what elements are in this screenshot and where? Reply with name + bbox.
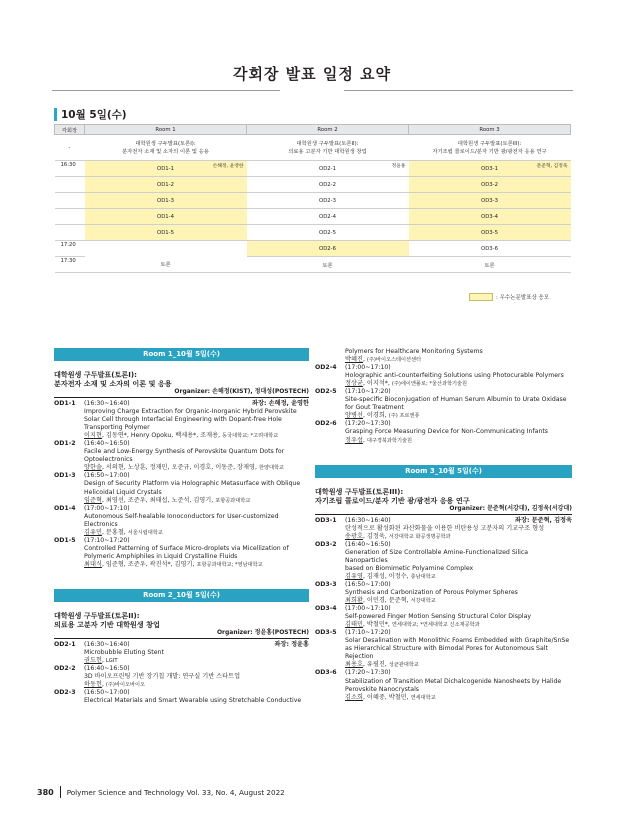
talk-entry xyxy=(315,581,572,605)
talk-title-line: Autonomous Self-healable Ionoconductors for User-customized xyxy=(84,512,279,520)
talk-title-line: Microbubble Eluting Stent xyxy=(84,649,164,657)
schedule-cell-text: OD2-5 xyxy=(319,229,336,236)
talk-entry xyxy=(315,517,572,541)
talk-title-line: 탄성적으로 활성화된 과산화물을 이용한 비탄용성 고분자의 기교구조 형성 xyxy=(345,524,545,532)
talk-time: (16:40~16:50) xyxy=(84,440,130,448)
schedule-chair-r1: 손해정, 윤영한 xyxy=(212,164,244,169)
schedule-cell-text: OD3-6 xyxy=(481,245,498,252)
talk-authors xyxy=(84,497,309,505)
talk-body xyxy=(345,669,572,701)
talk-code: OD2-6 xyxy=(315,420,337,428)
schedule-cell-r2 xyxy=(247,209,409,225)
talk-authors xyxy=(345,412,572,420)
room2-session-line2: 의료용 고분자 기반 대학원생 창업 xyxy=(54,619,160,629)
talk-authors xyxy=(345,380,572,388)
coauthors: , 김동연*, Henry Opoku, 백세용*, 조재용, xyxy=(101,432,223,440)
talk-time: (16:30~16:40) xyxy=(84,400,130,407)
coauthors: , 서의현, 노상훈, 정재민, 오준규, 이경호, 이동준, 장재영, xyxy=(101,464,259,472)
talk-code: OD2-3 xyxy=(54,689,76,697)
schedule-cell-text: OD2-1 xyxy=(319,165,336,172)
talk-entry xyxy=(54,689,309,705)
presenter-name: 박혜진 xyxy=(345,356,363,364)
talk-entry xyxy=(315,364,572,388)
talk-title-line: based on Biomimetic Polyamine Complex xyxy=(345,564,474,572)
room3-session-line1: 대학원생 구두발표(토론III): xyxy=(315,486,404,496)
talk-code: OD1-4 xyxy=(54,504,76,512)
talk-authors xyxy=(84,681,309,689)
affiliation: (주) 프로앤퓨 xyxy=(388,413,420,420)
page-footer xyxy=(37,786,285,798)
schedule-time: 17:30 xyxy=(55,257,85,273)
schedule-cell-text: OD3-4 xyxy=(481,213,498,220)
schedule-cell-r1 xyxy=(85,257,247,273)
talk-title-line: Improving Charge Extraction for Organic-Inorganic Hybrid Perovskite xyxy=(84,408,297,416)
talk-title-line: Solar Desalination with Monolithic Foams Embedded with Graphite/SnSe xyxy=(345,637,570,645)
talk-authors xyxy=(345,573,572,581)
talk-body xyxy=(345,541,572,581)
presenter-name: 최용호 xyxy=(345,661,363,669)
schedule-chair-r2: 정윤홍 xyxy=(391,164,406,169)
talk-time-line xyxy=(84,440,309,448)
talk-body xyxy=(84,665,309,689)
schedule-cell-r3 xyxy=(409,161,571,177)
talk-body xyxy=(84,537,309,569)
talk-body xyxy=(345,420,572,444)
talk-time: (17:10~17:20) xyxy=(84,536,130,544)
talk-title-line: Generation of Size Controllable Amine-Functionalized Silica Nanoparticles xyxy=(345,548,529,564)
talk-time: (17:20~17:30) xyxy=(345,420,391,428)
presenter-name: 송광호 xyxy=(345,532,363,540)
schedule-cell-text: OD1-1 xyxy=(157,165,174,172)
talk-entry-continued xyxy=(315,348,572,364)
presenter-name: 김태민 xyxy=(345,621,363,629)
schedule-cell-r3 xyxy=(409,209,571,225)
talk-entry xyxy=(54,641,309,665)
talk-authors xyxy=(84,561,309,569)
schedule-cell-r1 xyxy=(85,241,247,257)
talk-authors xyxy=(84,529,309,537)
schedule-cell-text: OD1-2 xyxy=(157,181,174,188)
talk-title-line: Site-specific Bioconjugation of Human Serum Albumin to Urate Oxidase xyxy=(345,396,567,404)
coauthors: , xyxy=(101,657,106,665)
legend-swatch xyxy=(469,293,493,301)
talk-time-line xyxy=(84,665,309,673)
talk-body xyxy=(84,505,309,537)
room2-bar: Room 2_10월 5일(수) xyxy=(54,589,309,602)
header-time: 각회장 xyxy=(55,125,85,135)
schedule-cell-r2 xyxy=(247,177,409,193)
coauthors: , 김정욱, xyxy=(362,532,389,540)
talk-time: (16:30~16:40) xyxy=(84,640,130,648)
talk-time-line xyxy=(84,472,309,480)
talk-body xyxy=(84,689,309,705)
room2-continuation xyxy=(315,348,572,364)
talk-authors xyxy=(345,533,572,541)
header-room3: Room 3 xyxy=(409,125,571,135)
talk-title-line: for Gout Treatment xyxy=(345,404,404,412)
legend xyxy=(469,293,549,301)
presenter-name: 김유영 xyxy=(345,572,363,580)
footer-separator xyxy=(60,786,61,798)
schedule-row xyxy=(55,161,571,177)
schedule-time xyxy=(55,225,85,241)
schedule-cell-r1 xyxy=(85,225,247,241)
room1-session-line1: 대학원생 구두발표(토론I): xyxy=(54,370,137,379)
room3-organizer: Organizer: 문준혁(서강대), 김정욱(서강대) xyxy=(315,505,572,515)
schedule-cell-r2 xyxy=(247,193,409,209)
coauthors: , 임준형, 조준우, 곽진석*, 김영기, xyxy=(101,560,197,568)
talk-body xyxy=(84,400,309,440)
presenter-name: 양한솔 xyxy=(84,464,102,472)
schedule-cell-text: OD3-3 xyxy=(481,197,498,204)
presenter-name: 정우섭 xyxy=(345,436,363,444)
page-number: 380 xyxy=(37,787,54,797)
schedule-row xyxy=(55,241,571,257)
schedule-cell-text: OD3-1 xyxy=(481,165,498,172)
schedule-cell-r1 xyxy=(85,193,247,209)
talk-time: (16:40~16:50) xyxy=(84,665,130,673)
room3-session-title: 대학원생 구두발표(토론III): 자기조립 콜로이드/분자 기반 광/광전자 응용 연구 xyxy=(409,135,571,161)
schedule-cell-r3 xyxy=(409,177,571,193)
schedule-cell-r3 xyxy=(409,225,571,241)
talk-code: OD2-4 xyxy=(315,364,337,372)
talk-entry xyxy=(54,440,309,472)
presenter-name: 최희환 xyxy=(345,597,363,605)
talk-time-line xyxy=(345,420,572,428)
talk-time-line xyxy=(345,364,572,372)
schedule-cell-r3 xyxy=(409,241,571,257)
room1-session-line2: 분자전자 소재 및 소자의 이론 및 응용 xyxy=(54,379,172,388)
talk-code: OD3-5 xyxy=(315,629,337,637)
left-column xyxy=(54,348,309,705)
affiliation: 연세대학교 xyxy=(410,694,436,701)
session-chair: 좌장: 손해정, 윤영한 xyxy=(252,400,309,407)
talk-code: OD1-2 xyxy=(54,440,76,448)
talk-time: (16:50~17:00) xyxy=(84,472,130,480)
talk-title-line: Grasping Force Measuring Device for Non-Communicating Infants xyxy=(345,428,549,436)
talk-title-line: Rejection xyxy=(345,653,374,661)
coauthors: , 문홍철, xyxy=(101,528,128,536)
talk-time-line xyxy=(84,641,309,649)
schedule-cell-text: OD2-3 xyxy=(319,197,336,204)
schedule-cell-r1 xyxy=(85,177,247,193)
talk-entry xyxy=(54,472,309,504)
date-heading-marker xyxy=(54,108,57,121)
presenter-name: 정상균 xyxy=(345,380,363,388)
talk-time: (17:10~17:20) xyxy=(345,388,391,396)
schedule-cell-text: OD2-2 xyxy=(319,181,336,188)
talk-time: (17:10~17:20) xyxy=(345,629,391,637)
talk-body xyxy=(84,440,309,472)
talk-code: OD1-3 xyxy=(54,472,76,480)
talk-title-line: Electrical Materials and Smart Wearable using Stretchable Conductive xyxy=(84,697,302,705)
talk-body xyxy=(345,348,572,364)
talk-entry xyxy=(315,541,572,581)
room2-talk-list-left xyxy=(54,641,309,705)
talk-authors xyxy=(345,356,572,364)
talk-code: OD2-5 xyxy=(315,388,337,396)
presenter-name: 김소희 xyxy=(345,693,363,701)
session-chair: 좌장: 정윤홍 xyxy=(274,640,309,648)
schedule-time xyxy=(55,177,85,193)
talk-authors xyxy=(345,661,572,669)
talk-entry xyxy=(315,388,572,420)
coauthors: , 최영선, 조준우, 최태섭, 노준석, 김영기, xyxy=(101,496,216,504)
talk-body xyxy=(84,641,309,665)
schedule-cell-text: 토론 xyxy=(160,262,171,269)
presenter-name: 양병선 xyxy=(345,412,363,420)
talk-entry xyxy=(54,505,309,537)
talk-body xyxy=(345,364,572,388)
talk-time: (16:40~16:50) xyxy=(345,540,391,548)
title-rule-left xyxy=(52,90,280,91)
talk-entry xyxy=(54,665,309,689)
talk-code: OD1-1 xyxy=(54,400,76,407)
talk-time-line xyxy=(345,669,572,677)
talk-body xyxy=(84,472,309,504)
room3-bar: Room 3_10월 5일(수) xyxy=(315,465,572,478)
talk-time: (16:50~17:00) xyxy=(84,689,130,697)
affiliation: 대구경북과학기술원 xyxy=(366,437,412,444)
affiliation: LGIT xyxy=(105,658,118,665)
coauthors: , 이경희, xyxy=(362,412,389,420)
talk-title-line: Self-powered Finger Motion Sensing Structural Color Display xyxy=(345,613,532,621)
room3-session-line2: 자기조립 콜로이드/분자 기반 광/광전자 응용 연구 xyxy=(315,495,470,505)
schedule-cell-text: 토론 xyxy=(322,262,333,269)
legend-text: : 우수논문발표상 응모 xyxy=(496,295,550,301)
affiliation: 서울시립대학교 xyxy=(127,529,163,536)
talk-code: OD1-5 xyxy=(54,536,76,544)
room1-session-title: 대학원생 구두발표(토론I): 분자전자 소재 및 소자의 이론 및 응용 xyxy=(85,135,247,161)
date-heading xyxy=(54,107,127,121)
presenter-name: 권도헌 xyxy=(84,657,102,665)
room1-bar: Room 1_10월 5일(수) xyxy=(54,348,309,361)
affiliation: 한양대학교 xyxy=(258,465,284,472)
talk-code: OD2-2 xyxy=(54,665,76,673)
talk-title-line: Solar Cell through Interfacial Engineering with Dopant-free Hole xyxy=(84,416,282,424)
schedule-row xyxy=(55,209,571,225)
talk-body xyxy=(345,517,572,541)
talk-time: (17:00~17:10) xyxy=(84,504,130,512)
talk-entry xyxy=(54,537,309,569)
talk-time-line xyxy=(345,541,572,549)
talk-entry xyxy=(315,629,572,669)
affiliation: 서강대학교 화공생명공학과 xyxy=(388,533,451,540)
talk-body xyxy=(345,605,572,629)
coauthors: , 김재성, 이정수, xyxy=(362,572,411,580)
talk-entry xyxy=(315,605,572,629)
schedule-time: 16:30 xyxy=(55,161,85,177)
room2-session-line1: 대학원생 구두발표(토론II): xyxy=(54,610,140,620)
right-column xyxy=(315,348,572,702)
schedule-time xyxy=(55,209,85,225)
talk-authors xyxy=(345,621,572,629)
talk-time-line xyxy=(345,629,572,637)
talk-time-line xyxy=(84,505,309,513)
coauthors: , 이지석*, xyxy=(362,380,392,388)
talk-body xyxy=(345,388,572,420)
talk-code: OD3-6 xyxy=(315,669,337,677)
schedule-cell-text: 토론 xyxy=(484,262,495,269)
coauthors: , 박철민*, xyxy=(362,621,392,629)
schedule-row xyxy=(55,225,571,241)
room-title-row xyxy=(55,135,571,161)
talk-time-line xyxy=(345,605,572,613)
affiliation: (주)바이오바이오 xyxy=(105,682,146,689)
talk-entry xyxy=(315,669,572,701)
talk-time: (16:30~16:40) xyxy=(345,516,391,524)
presenter-name: 김유민 xyxy=(84,528,102,536)
coauthors: , 이혜중, 박철민, xyxy=(362,693,411,701)
talk-title-line: Helicoidal Liquid Crystals xyxy=(84,488,162,496)
talk-authors xyxy=(345,597,572,605)
talk-time: (17:00~17:10) xyxy=(345,605,391,613)
schedule-cell-r2 xyxy=(247,225,409,241)
schedule-cell-r3 xyxy=(409,257,571,273)
schedule-cell-text: OD3-2 xyxy=(481,181,498,188)
presenter-name: 하동헌 xyxy=(84,681,102,689)
talk-entry xyxy=(315,420,572,444)
affiliation: 동국대학교; *고려대학교 xyxy=(222,433,279,440)
schedule-row xyxy=(55,257,571,273)
schedule-cell-text: OD1-3 xyxy=(157,197,174,204)
talk-title-line: Polymers for Healthcare Monitoring Systems xyxy=(345,348,483,355)
coauthors: , xyxy=(362,436,367,444)
talk-authors xyxy=(345,437,572,445)
talk-code: OD3-1 xyxy=(315,516,337,524)
schedule-table xyxy=(54,124,571,273)
schedule-cell-text: OD3-5 xyxy=(481,229,498,236)
talk-body xyxy=(345,581,572,605)
title-rule-right xyxy=(344,90,573,91)
talk-time: (16:50~17:00) xyxy=(345,580,391,588)
coauthors: , xyxy=(362,356,367,364)
room2-organizer: Organizer: 정윤홍(POSTECH) xyxy=(54,629,309,639)
talk-title-line: Stabilization of Transition Metal Dichalcogenide Nanosheets by Halide xyxy=(345,677,562,685)
schedule-cell-r3 xyxy=(409,193,571,209)
schedule-row xyxy=(55,193,571,209)
schedule-cell-r2 xyxy=(247,241,409,257)
talk-body xyxy=(345,629,572,669)
talk-title-line: Optoelectronics xyxy=(84,456,133,464)
room3-talk-list xyxy=(315,517,572,702)
journal-citation: Polymer Science and Technology Vol. 33, No. 4, August 2022 xyxy=(66,787,285,797)
coauthors: , 유필진, xyxy=(362,661,389,669)
schedule-time: 17:20 xyxy=(55,241,85,257)
talk-entry xyxy=(54,400,309,440)
schedule-cell-text: OD2-6 xyxy=(319,245,336,252)
session-chair: 좌장: 문준혁, 김정욱 xyxy=(515,516,572,524)
talk-time: (17:00~17:10) xyxy=(345,364,391,372)
page-title: 각회장 발표 일정 요약 xyxy=(232,65,392,83)
talk-code: OD3-2 xyxy=(315,540,337,548)
schedule-row xyxy=(55,177,571,193)
affiliation: 연세대학교; *연세대학교 신소재공학과 xyxy=(391,622,480,629)
talk-title-line: Design of Security Platform via Holographic Metasurface with Oblique xyxy=(84,480,301,488)
schedule-time xyxy=(55,193,85,209)
talk-title-line: Transporting Polymer xyxy=(84,424,150,432)
schedule-cell-r1 xyxy=(85,209,247,225)
talk-title-line: Synthesis and Carbonization of Porous Polymer Spheres xyxy=(345,588,518,596)
talk-authors xyxy=(84,432,309,440)
talk-time-line xyxy=(345,517,572,525)
talk-time-line xyxy=(84,537,309,545)
talk-code: OD2-1 xyxy=(54,640,76,648)
room2-talk-list-right xyxy=(315,364,572,444)
coauthors: , 이민경, 문준혁, xyxy=(362,597,411,605)
talk-code-spacer xyxy=(315,348,345,364)
presenter-name: 이지현 xyxy=(84,432,102,440)
coauthors: , xyxy=(101,681,106,689)
affiliation: 포항공과대학교; *영남대학교 xyxy=(196,561,263,568)
talk-title-line: Facile and Low-Energy Synthesis of Perovskite Quantum Dots for xyxy=(84,448,285,456)
date-heading-text: 10월 5일(수) xyxy=(61,108,127,121)
schedule-cell-r2 xyxy=(247,257,409,273)
talk-code: OD3-4 xyxy=(315,605,337,613)
talk-time: (17:20~17:30) xyxy=(345,669,391,677)
affiliation: 충남대학교 xyxy=(410,573,436,580)
schedule-cell-r1 xyxy=(85,161,247,177)
schedule-cell-r2 xyxy=(247,161,409,177)
room1-talk-list xyxy=(54,400,309,569)
room1-organizer: Organizer: 손해정(KIST), 정대성(POSTECH) xyxy=(54,388,309,398)
affiliation: 서강대학교 xyxy=(410,598,436,605)
room2-session-title: 대학원생 구두발표(토론II): 의료용 고분자 기반 대학원생 창업 xyxy=(247,135,409,161)
talk-time-line xyxy=(84,400,309,408)
talk-title-line: Polymeric Amphiphiles in Liquid Crystalline Fluids xyxy=(84,552,238,560)
presenter-name: 최대식 xyxy=(84,560,102,568)
schedule-chair-r3: 문준혁, 김정욱 xyxy=(536,164,568,169)
schedule-cell-text: OD2-4 xyxy=(319,213,336,220)
talk-title-line: as Hierarchical Structure with Bimodal Pores for Autonomous Salt xyxy=(345,645,548,653)
presenter-name: 임준혁 xyxy=(84,496,102,504)
talk-time-line xyxy=(84,689,309,697)
affiliation: 포항공과대학교 xyxy=(215,497,251,504)
affiliation: (주)바이오스테이션센터 xyxy=(366,357,422,364)
affiliation: 성균관대학교 xyxy=(388,662,419,669)
schedule-cell-text: OD1-4 xyxy=(157,213,174,220)
talk-time-line xyxy=(345,581,572,589)
talk-authors xyxy=(84,657,309,665)
room-title-time: - xyxy=(55,135,85,161)
talk-authors xyxy=(345,694,572,702)
talk-authors xyxy=(84,464,309,472)
header-room2: Room 2 xyxy=(247,125,409,135)
talk-title-line: Holographic anti-counterfeiting Solutions using Photocurable Polymers xyxy=(345,372,564,380)
talk-code: OD3-3 xyxy=(315,580,337,588)
talk-title-line: Controlled Patterning of Surface Micro-droplets via Micellization of xyxy=(84,544,289,552)
affiliation: (주)에이앤폴로; *울산과학기술원 xyxy=(391,381,468,388)
talk-title-line: Electronics xyxy=(84,520,118,528)
header-room1: Room 1 xyxy=(85,125,247,135)
talk-title-line: 3D 바이오프린팅 기반 장기칩 개발: 연구실 기반 스타트업 xyxy=(84,673,241,681)
schedule-cell-text: OD1-5 xyxy=(157,229,174,236)
talk-title-line: Perovskite Nanocrystals xyxy=(345,685,420,693)
talk-time-line xyxy=(345,388,572,396)
